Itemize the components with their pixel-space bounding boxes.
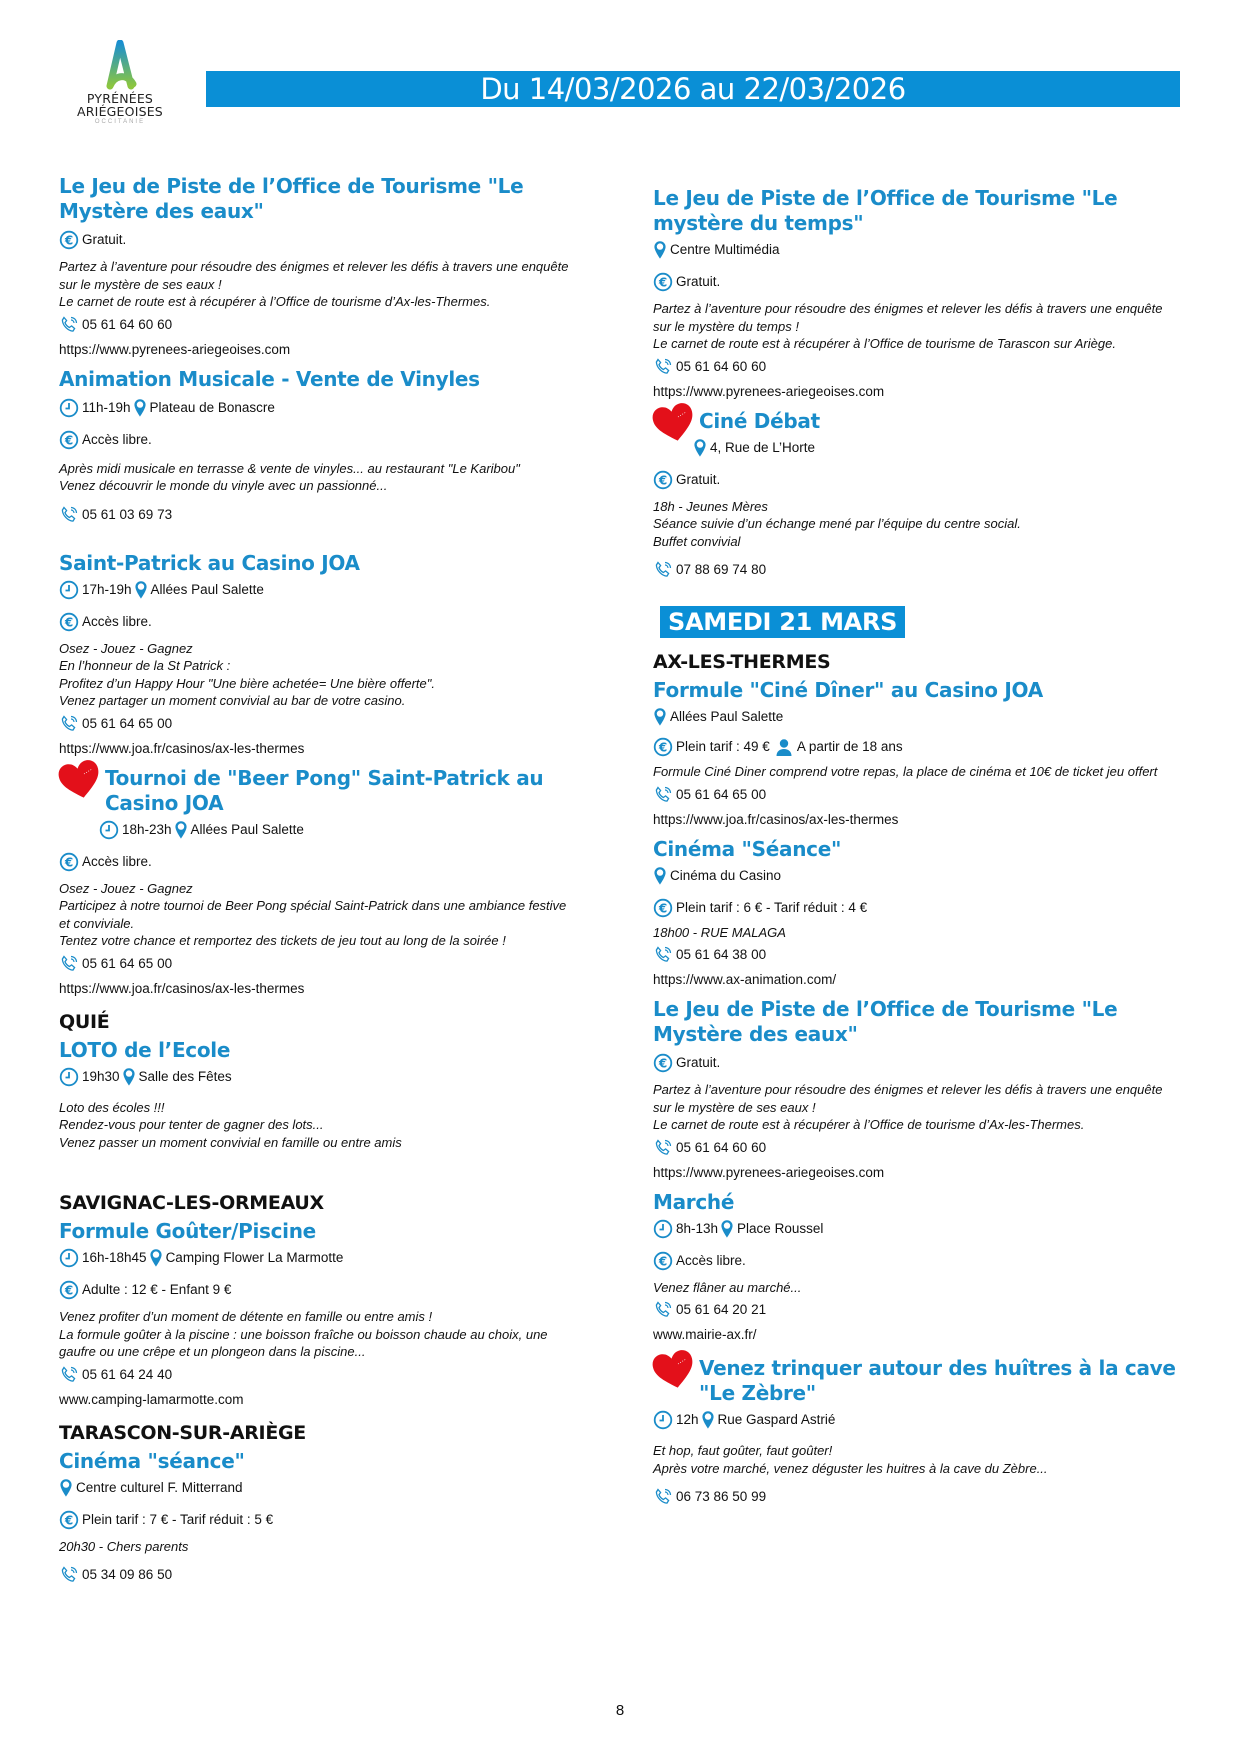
event-saint-patrick bbox=[59, 551, 607, 758]
phone-icon bbox=[59, 505, 79, 525]
event-phone[interactable]: 05 61 64 24 40 bbox=[82, 1366, 173, 1382]
phone-icon bbox=[653, 1300, 673, 1320]
event-title: Saint-Patrick au Casino JOA bbox=[59, 550, 360, 575]
euro-icon bbox=[59, 852, 79, 872]
euro-icon bbox=[59, 1280, 79, 1300]
event-url[interactable]: https://www.joa.fr/casinos/ax-les-thermes bbox=[59, 980, 305, 996]
event-place: Allées Paul Salette bbox=[190, 821, 304, 837]
phone-icon bbox=[59, 954, 79, 974]
euro-icon bbox=[59, 430, 79, 450]
page-number: 8 bbox=[615, 1702, 625, 1719]
event-title: Formule Goûter/Piscine bbox=[59, 1219, 316, 1243]
event-jeu-de-piste-eaux bbox=[59, 174, 607, 359]
event-phone[interactable]: 05 34 09 86 50 bbox=[82, 1567, 173, 1582]
euro-icon bbox=[653, 272, 673, 292]
logo-line-3: OCCITANIE bbox=[94, 119, 146, 125]
event-description: Osez - Jouez - Gagnez En l’honneur de la St Patrick : Profitez d’un Happy Hour "Une bière achetée= Une bière offerte". Venez partager un moment convivial au bar de votre casino. bbox=[59, 640, 435, 708]
event-description: Et hop, faut goûter, faut goûter! Après votre marché, venez déguster les huitres à la cave du Zèbre... bbox=[653, 1443, 1048, 1476]
town-heading-tarascon: TARASCON-SUR-ARIÈGE bbox=[59, 1421, 306, 1444]
event-place: Allées Paul Salette bbox=[670, 709, 784, 724]
clock-icon bbox=[99, 820, 119, 840]
logo-mark-icon bbox=[100, 40, 140, 92]
location-pin-icon bbox=[653, 707, 667, 727]
event-place: Centre culturel F. Mitterrand bbox=[76, 1479, 243, 1495]
town-heading-ax: AX-LES-THERMES bbox=[653, 651, 831, 673]
euro-icon bbox=[653, 1053, 673, 1073]
day-badge: SAMEDI 21 MARS bbox=[660, 606, 905, 638]
event-jeu-de-piste-temps bbox=[653, 186, 1201, 401]
event-url[interactable]: https://www.pyrenees-ariegeoises.com bbox=[653, 383, 885, 399]
euro-icon bbox=[59, 230, 79, 250]
event-description: Formule Ciné Diner comprend votre repas, la place de cinéma et 10€ de ticket jeu offert bbox=[653, 764, 1158, 779]
event-price: Plein tarif : 7 € - Tarif réduit : 5 € bbox=[82, 1511, 274, 1527]
event-description: Venez profiter d’un moment de détente en famille ou entre amis ! La formule goûter à la piscine : une boisson fraîche ou boisson chaude au choix, une gaufre ou une crêpe et un plongeon dans la piscine... bbox=[59, 1309, 548, 1359]
clock-icon bbox=[59, 580, 79, 600]
event-price: Plein tarif : 6 € - Tarif réduit : 4 € bbox=[676, 899, 868, 915]
event-phone[interactable]: 05 61 64 38 00 bbox=[676, 947, 767, 962]
event-place: Place Roussel bbox=[737, 1220, 824, 1236]
event-description: 18h00 - RUE MALAGA bbox=[653, 924, 786, 940]
logo-line-1: PYRÉNÉES bbox=[86, 91, 154, 106]
event-phone[interactable]: 05 61 64 20 21 bbox=[676, 1302, 767, 1317]
euro-icon bbox=[59, 1510, 79, 1530]
location-pin-icon bbox=[134, 580, 148, 600]
event-title: Marché bbox=[653, 1189, 735, 1214]
event-url[interactable]: www.mairie-ax.fr/ bbox=[653, 1327, 757, 1342]
event-description: Partez à l’aventure pour résoudre des énigmes et relever les défis à travers une enquête sur le mystère du temps ! Le carnet de route est à récupérer à l’Office de tourisme de Tarascon sur Ariège. bbox=[653, 301, 1163, 351]
clock-icon bbox=[653, 1410, 673, 1430]
event-url[interactable]: https://www.joa.fr/casinos/ax-les-thermes bbox=[59, 740, 305, 756]
location-pin-icon bbox=[701, 1410, 715, 1430]
event-animation-musicale bbox=[59, 367, 607, 525]
event-title: Cinéma "séance" bbox=[59, 1448, 245, 1473]
event-phone[interactable]: 05 61 64 65 00 bbox=[82, 715, 173, 731]
event-phone[interactable]: 06 73 86 50 99 bbox=[676, 1489, 767, 1504]
location-pin-icon bbox=[122, 1067, 136, 1087]
heart-icon bbox=[652, 403, 696, 443]
person-icon bbox=[774, 737, 794, 757]
phone-icon bbox=[59, 1565, 79, 1585]
date-range-banner: Du 14/03/2026 au 22/03/2026 bbox=[206, 71, 1180, 107]
euro-icon bbox=[59, 612, 79, 632]
event-time: 12h bbox=[676, 1412, 699, 1427]
heart-icon bbox=[58, 760, 102, 800]
event-gouter-piscine bbox=[59, 1219, 607, 1409]
event-title: Le Jeu de Piste de l’Office de Tourisme "Le mystère du temps" bbox=[653, 186, 1118, 235]
event-time: 18h-23h bbox=[122, 821, 172, 837]
event-title: Tournoi de "Beer Pong" Saint-Patrick au Casino JOA bbox=[59, 766, 607, 816]
event-phone[interactable]: 05 61 64 60 60 bbox=[676, 358, 767, 374]
event-title: Venez trinquer autour des huîtres à la cave "Le Zèbre" bbox=[653, 1356, 1201, 1406]
event-place: Allées Paul Salette bbox=[150, 581, 264, 597]
phone-icon bbox=[653, 560, 673, 580]
event-phone[interactable]: 05 61 64 65 00 bbox=[82, 955, 173, 971]
event-description: 18h - Jeunes Mères Séance suivie d’un échange mené par l’équipe du centre social. Buffet convivial bbox=[653, 498, 1021, 549]
phone-icon bbox=[653, 785, 673, 805]
brand-logo bbox=[74, 40, 166, 125]
heart-icon bbox=[652, 1350, 696, 1390]
phone-icon bbox=[653, 357, 673, 377]
event-description: Osez - Jouez - Gagnez Participez à notre tournoi de Beer Pong spécial Saint-Patrick dans une ambiance festive et conviviale. Tentez votre chance et remportez des tickets de jeu tout au long de la soirée ! bbox=[59, 880, 567, 948]
event-cinema-seance-tarascon bbox=[59, 1449, 607, 1586]
event-title: Cinéma "Séance" bbox=[653, 836, 842, 861]
event-time: 8h-13h bbox=[676, 1220, 719, 1236]
clock-icon bbox=[59, 1067, 79, 1087]
event-time: 16h-18h45 bbox=[82, 1250, 147, 1265]
event-price: Gratuit. bbox=[676, 1055, 721, 1070]
event-marche bbox=[653, 1190, 1201, 1345]
event-phone[interactable]: 05 61 03 69 73 bbox=[82, 506, 173, 522]
event-phone[interactable]: 07 88 69 74 80 bbox=[676, 562, 767, 577]
event-loto bbox=[59, 1038, 607, 1152]
euro-icon bbox=[653, 898, 673, 918]
location-pin-icon bbox=[720, 1219, 734, 1239]
event-description: Partez à l’aventure pour résoudre des énigmes et relever les défis à travers une enquête sur le mystère de ses eaux ! Le carnet de route est à récupérer à l’Office de tourisme d’Ax-les-Thermes. bbox=[59, 259, 569, 309]
event-place: Cinéma du Casino bbox=[670, 867, 782, 883]
event-description: Venez flâner au marché... bbox=[653, 1279, 802, 1295]
event-phone[interactable]: 05 61 64 60 60 bbox=[676, 1139, 767, 1155]
clock-icon bbox=[59, 1248, 79, 1268]
event-price: Gratuit. bbox=[676, 471, 721, 487]
event-huitres-zebre bbox=[653, 1356, 1201, 1507]
event-url[interactable]: https://www.ax-animation.com/ bbox=[653, 972, 837, 987]
town-heading-quie: QUIÉ bbox=[59, 1010, 110, 1033]
phone-icon bbox=[59, 315, 79, 335]
euro-icon bbox=[653, 1251, 673, 1271]
event-time: 19h30 bbox=[82, 1068, 120, 1084]
event-price: Accès libre. bbox=[676, 1252, 746, 1268]
location-pin-icon bbox=[59, 1478, 73, 1498]
event-title: LOTO de l’Ecole bbox=[59, 1037, 231, 1062]
event-url[interactable]: https://www.pyrenees-ariegeoises.com bbox=[653, 1164, 885, 1180]
euro-icon bbox=[653, 470, 673, 490]
left-column bbox=[59, 174, 607, 1585]
event-url[interactable]: https://www.pyrenees-ariegeoises.com bbox=[59, 341, 291, 357]
event-price: Accès libre. bbox=[82, 613, 152, 629]
event-price: Adulte : 12 € - Enfant 9 € bbox=[82, 1282, 232, 1297]
logo-line-2: ARIÉGEOISES bbox=[77, 104, 163, 119]
event-url[interactable]: www.camping-lamarmotte.com bbox=[59, 1391, 244, 1407]
event-description: Après midi musicale en terrasse & vente de vinyles... au restaurant "Le Karibou" Venez découvrir le monde du vinyle avec un passionné... bbox=[59, 460, 520, 493]
event-title: Le Jeu de Piste de l’Office de Tourisme "Le Mystère des eaux" bbox=[59, 174, 524, 223]
clock-icon bbox=[59, 398, 79, 418]
phone-icon bbox=[653, 1487, 673, 1507]
event-price: Accès libre. bbox=[82, 431, 152, 447]
event-time: 17h-19h bbox=[82, 581, 132, 597]
event-place: 4, Rue de L’Horte bbox=[710, 439, 816, 455]
event-place: Camping Flower La Marmotte bbox=[165, 1250, 344, 1265]
right-column bbox=[653, 186, 1201, 1507]
event-price: Gratuit. bbox=[82, 232, 127, 247]
phone-icon bbox=[653, 945, 673, 965]
event-title: Formule "Ciné Dîner" au Casino JOA bbox=[653, 678, 1043, 702]
euro-icon bbox=[653, 737, 673, 757]
event-cinema-seance-ax bbox=[653, 837, 1201, 990]
event-price: Accès libre. bbox=[82, 853, 152, 869]
location-pin-icon bbox=[133, 398, 147, 418]
event-price: Gratuit. bbox=[676, 274, 721, 289]
event-price: Plein tarif : 49 € bbox=[676, 739, 770, 754]
event-title: Animation Musicale - Vente de Vinyles bbox=[59, 366, 480, 391]
event-time: 11h-19h bbox=[82, 399, 131, 415]
location-pin-icon bbox=[653, 240, 667, 260]
event-place: Centre Multimédia bbox=[670, 242, 780, 257]
location-pin-icon bbox=[149, 1248, 163, 1268]
event-cine-diner bbox=[653, 678, 1201, 829]
clock-icon bbox=[653, 1219, 673, 1239]
phone-icon bbox=[59, 714, 79, 734]
location-pin-icon bbox=[174, 820, 188, 840]
event-place: Rue Gaspard Astrié bbox=[717, 1412, 836, 1427]
event-place: Salle des Fêtes bbox=[138, 1068, 232, 1084]
event-phone[interactable]: 05 61 64 60 60 bbox=[82, 316, 173, 332]
event-title: Ciné Débat bbox=[653, 409, 1201, 434]
event-title: Le Jeu de Piste de l’Office de Tourisme "Le Mystère des eaux" bbox=[653, 997, 1118, 1046]
event-description: Loto des écoles !!! Rendez-vous pour tenter de gagner des lots... Venez passer un moment convivial en famille ou entre amis bbox=[59, 1099, 402, 1150]
phone-icon bbox=[653, 1138, 673, 1158]
event-age: A partir de 18 ans bbox=[796, 739, 903, 754]
phone-icon bbox=[59, 1365, 79, 1385]
event-jeu-de-piste-eaux-2 bbox=[653, 997, 1201, 1182]
event-cine-debat bbox=[653, 409, 1201, 581]
event-url[interactable]: https://www.joa.fr/casinos/ax-les-thermes bbox=[653, 811, 899, 827]
town-heading-savignac: SAVIGNAC-LES-ORMEAUX bbox=[59, 1192, 324, 1214]
location-pin-icon bbox=[653, 866, 667, 886]
event-phone[interactable]: 05 61 64 65 00 bbox=[676, 786, 767, 802]
event-description: Partez à l’aventure pour résoudre des énigmes et relever les défis à travers une enquête sur le mystère de ses eaux ! Le carnet de route est à récupérer à l’Office de tourisme d’Ax-les-Thermes. bbox=[653, 1082, 1163, 1132]
event-place: Plateau de Bonascre bbox=[149, 399, 275, 415]
event-description: 20h30 - Chers parents bbox=[59, 1538, 189, 1554]
event-beer-pong bbox=[59, 766, 607, 998]
